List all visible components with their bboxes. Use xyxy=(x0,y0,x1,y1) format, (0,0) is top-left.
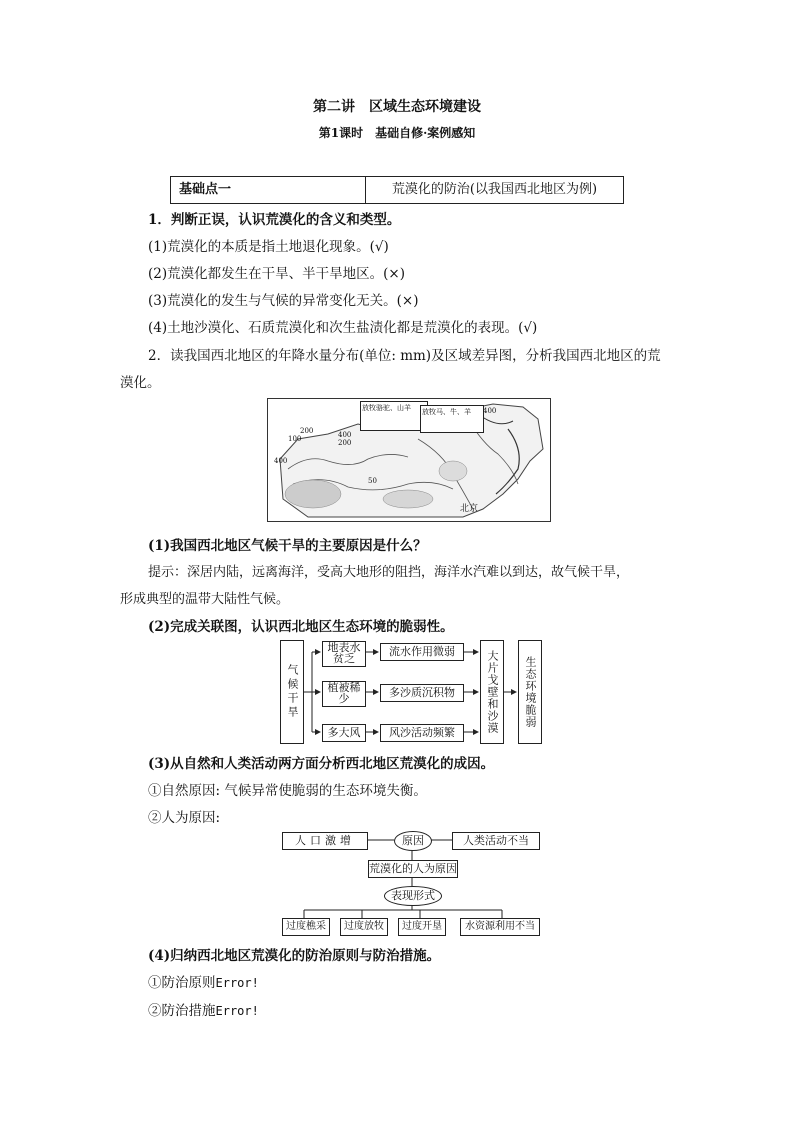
human-cause-label: ②人为原因: xyxy=(148,810,221,826)
human-cause-box: 荒漠化的人为原因 xyxy=(368,860,458,878)
flow-mid-box: 植被稀少 xyxy=(322,681,366,707)
map-inset-cattle xyxy=(420,405,484,433)
q1-item: (1)荒漠化的本质是指土地退化现象。(√) xyxy=(148,239,389,255)
map-isohyet-label: 400 xyxy=(338,431,352,439)
map-isohyet-label: 200 xyxy=(338,439,352,447)
flow-mid-box: 多大风 xyxy=(322,724,366,742)
map-inset-label: 放牧骆驼、山羊 xyxy=(362,404,411,412)
map-inset-label: 放牧马、牛、羊 xyxy=(422,408,471,416)
cause-right-box: 人类活动不当 xyxy=(452,832,540,850)
section-bar xyxy=(170,176,624,204)
flow-result-box: 大片戈壁和沙漠 xyxy=(480,640,504,744)
human-cause-diagram xyxy=(282,830,540,936)
map-isohyet-label: 400 xyxy=(483,407,497,415)
flow-mid-box: 地表水贫乏 xyxy=(322,641,366,667)
hint-text-cont: 形成典型的温带大陆性气候。 xyxy=(120,592,290,607)
map-isohyet-label: 50 xyxy=(368,477,377,485)
form-box: 过度放牧 xyxy=(340,918,388,936)
q1-stem: 1．判断正误，认识荒漠化的含义和类型。 xyxy=(148,212,401,228)
q2-sub3: (3)从自然和人类活动两方面分析西北地区荒漠化的成因。 xyxy=(148,756,495,772)
flow-start-box: 气候干旱 xyxy=(280,640,304,744)
form-box: 过度樵采 xyxy=(282,918,330,936)
hint-text: 提示：深居内陆，远离海洋，受高大地形的阻挡，海洋水汽难以到达，故气候干旱， xyxy=(148,565,630,580)
form-box: 过度开垦 xyxy=(398,918,446,936)
q2-sub2: (2)完成关联图，认识西北地区生态环境的脆弱性。 xyxy=(148,619,454,635)
q2-stem: 2．读我国西北地区的年降水量分布(单位: mm)及区域差异图，分析我国西北地区的荒 xyxy=(148,348,661,364)
q2-sub4: (4)归纳西北地区荒漠化的防治原则与防治措施。 xyxy=(148,948,441,964)
section-bar-right: 荒漠化的防治(以我国西北地区为例) xyxy=(391,182,598,197)
section-bar-left: 基础点一 xyxy=(171,177,366,203)
form-ellipse: 表现形式 xyxy=(384,886,442,906)
flow-effect-box: 流水作用微弱 xyxy=(380,643,464,661)
map-isohyet-label: 100 xyxy=(288,435,302,443)
principle-error: Error! xyxy=(215,976,259,990)
principle-label: ①防治原则 xyxy=(148,975,216,991)
fragility-flowchart xyxy=(280,640,542,744)
q2-stem-cont: 漠化。 xyxy=(120,375,161,391)
map-city-beijing: 北京 xyxy=(460,504,479,514)
form-box: 水资源利用不当 xyxy=(460,918,540,936)
measure-error: Error! xyxy=(215,1004,259,1018)
q1-item: (2)荒漠化都发生在干旱、半干旱地区。(×) xyxy=(148,266,405,282)
q1-item: (3)荒漠化的发生与气候的异常变化无关。(×) xyxy=(148,293,419,309)
map-isohyet-label: 200 xyxy=(300,427,314,435)
lesson-subtitle: 第1课时 基础自修·案例感知 xyxy=(318,126,476,140)
q2-sub1: (1)我国西北地区气候干旱的主要原因是什么？ xyxy=(148,538,427,554)
flow-effect-box: 多沙质沉积物 xyxy=(380,684,464,702)
principle-line xyxy=(148,971,259,991)
natural-cause: ①自然原因: 气候异常使脆弱的生态环境失衡。 xyxy=(148,783,427,799)
precipitation-map xyxy=(267,398,551,522)
map-inset-camel xyxy=(360,401,428,431)
q1-item: (4)土地沙漠化、石质荒漠化和次生盐渍化都是荒漠化的表现。(√) xyxy=(148,320,538,336)
measure-label: ②防治措施 xyxy=(148,1003,216,1019)
cause-left-box: 人口激增 xyxy=(282,832,368,850)
page-title: 第二讲 区域生态环境建设 xyxy=(313,99,481,115)
flow-effect-box: 风沙活动频繁 xyxy=(380,724,464,742)
map-isohyet-label: 400 xyxy=(274,457,288,465)
flow-end-box: 生态环境脆弱 xyxy=(518,640,542,744)
measure-line xyxy=(148,999,259,1019)
cause-center-ellipse: 原因 xyxy=(394,831,432,851)
